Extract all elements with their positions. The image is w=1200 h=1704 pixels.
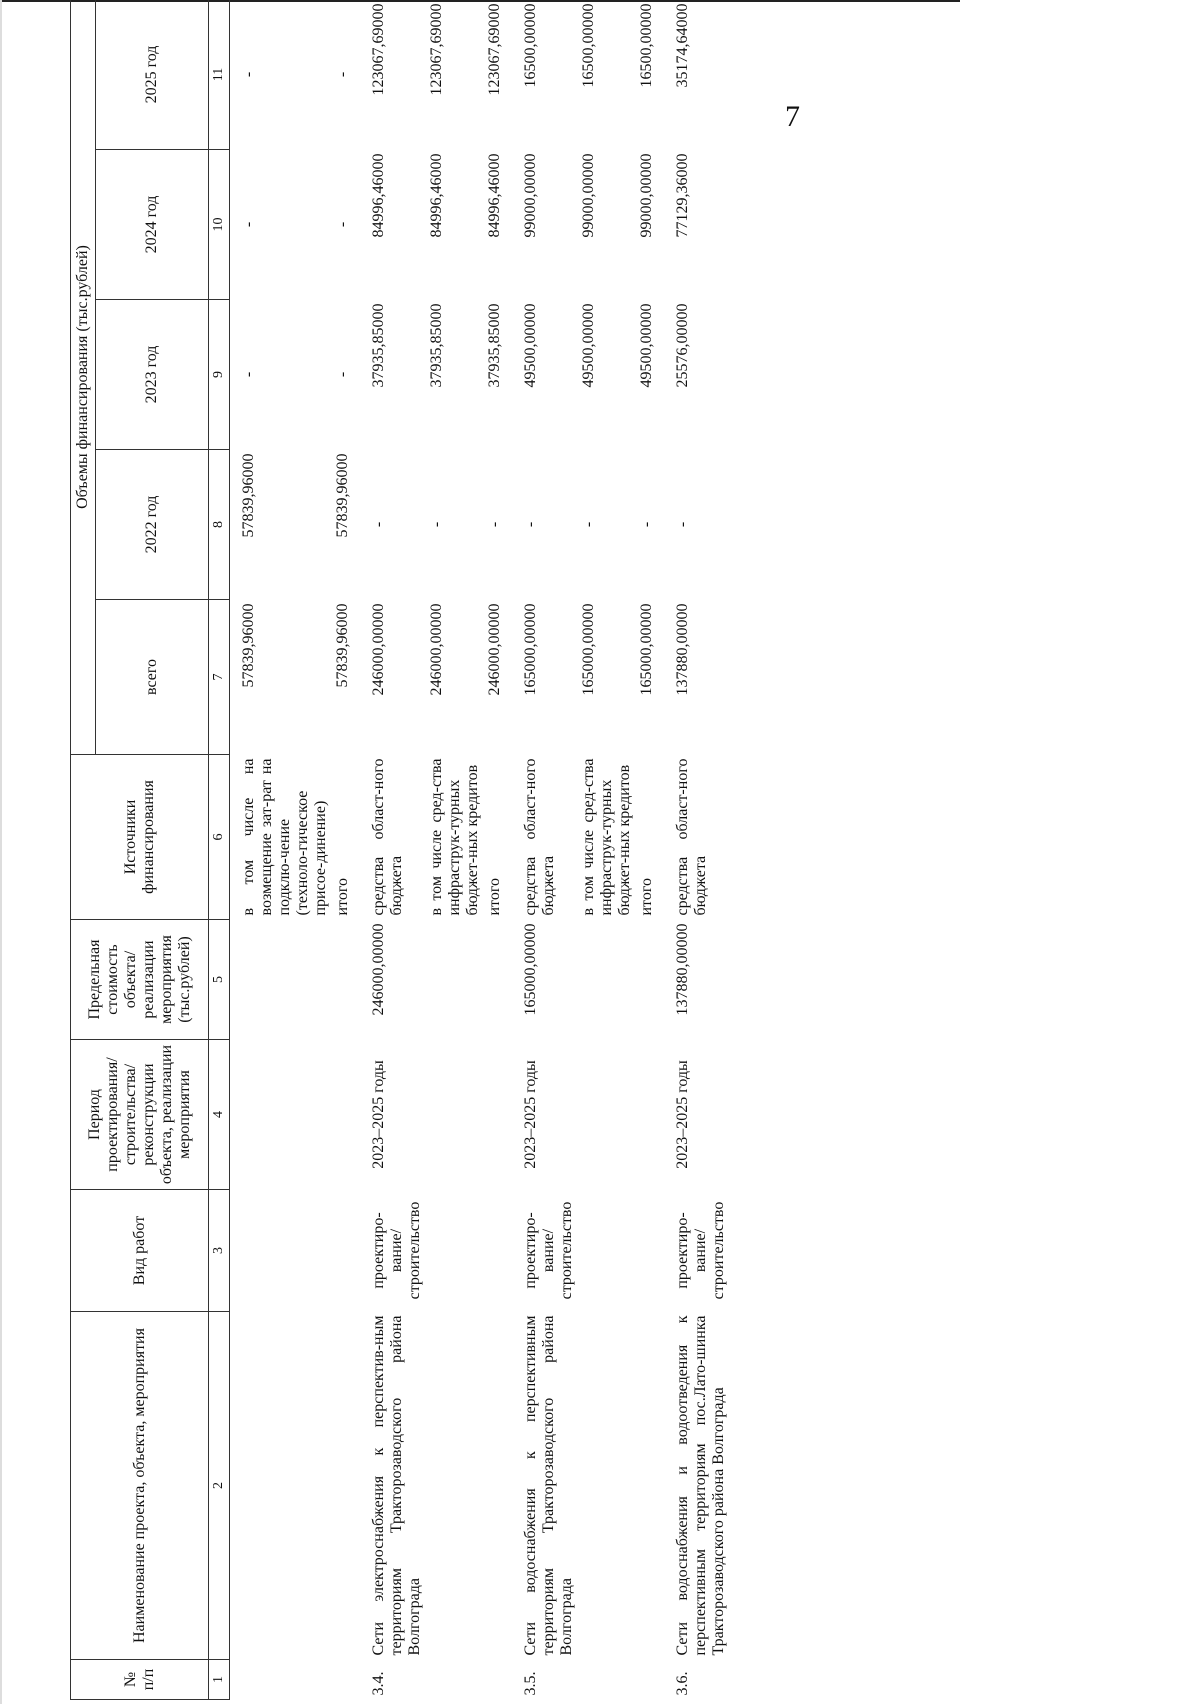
header-2023: 2023 год: [96, 300, 209, 450]
row-name: [230, 1312, 333, 1660]
header-index: 2: [209, 1312, 230, 1660]
row-source: итого: [334, 877, 351, 916]
header-period: Период проектирования/ строительства/ реконструкции объекта, реализации мероприятия: [71, 1040, 209, 1190]
row-2025: 35174,64000: [674, 3, 691, 88]
row-cost: 246000,00000: [370, 923, 387, 1016]
header-work: Вид работ: [71, 1190, 209, 1312]
header-source: Источники финансирования: [71, 755, 209, 920]
table-row: [578, 0, 636, 1700]
row-cost: 137880,00000: [674, 923, 691, 1016]
header-index-row: [209, 0, 230, 1700]
row-2025: -: [240, 71, 257, 78]
page-number: 7: [785, 100, 800, 133]
row-2023: 25576,00000: [674, 303, 691, 388]
row-total: 246000,00000: [370, 603, 387, 696]
row-name: [332, 1312, 354, 1660]
header-index: 6: [209, 755, 230, 920]
row-name: [578, 1312, 636, 1660]
row-source: в том числе сред-ства инфраструк-турных бюджет-ных кредитов: [428, 758, 481, 916]
row-2022: -: [486, 521, 503, 528]
row-work: [636, 1190, 658, 1312]
row-name: Сети водоснабжения к перспективным территориям Тракторозаводского района Волгограда: [522, 1315, 575, 1656]
row-2025: 16500,00000: [522, 3, 539, 88]
row-num: 3.6.: [674, 1671, 691, 1696]
row-total: 165000,00000: [638, 603, 655, 696]
header-2024: 2024 год: [96, 150, 209, 300]
row-work: проектиро-вание/ строительство: [674, 1201, 727, 1300]
row-work: [230, 1190, 333, 1312]
row-2024: -: [240, 221, 257, 228]
row-2024: -: [334, 221, 351, 228]
header-2025: 2025 год: [96, 0, 209, 150]
row-num: [484, 1660, 506, 1700]
row-2024: 77129,36000: [674, 153, 691, 238]
row-name: Сети водоснабжения и водоотведения к перспективным территориям пос.Лато-шинка Тракторозаводского района Волгограда: [674, 1315, 727, 1656]
row-2025: 123067,69000: [370, 3, 387, 96]
header-index: 3: [209, 1190, 230, 1312]
row-period: [426, 1040, 484, 1190]
header-2022: 2022 год: [96, 450, 209, 600]
row-work: [426, 1190, 484, 1312]
row-2023: 37935,85000: [370, 303, 387, 388]
row-total: 246000,00000: [428, 603, 445, 696]
row-2022: -: [674, 521, 691, 528]
row-2025: -: [334, 71, 351, 78]
row-source: средства област-ного бюджета: [370, 758, 405, 916]
row-cost: [230, 920, 333, 1040]
row-source: итого: [638, 877, 655, 916]
row-2023: 37935,85000: [428, 303, 445, 388]
row-source: средства област-ного бюджета: [522, 758, 557, 916]
row-total: 137880,00000: [674, 603, 691, 696]
row-num: [332, 1660, 354, 1700]
row-work: [332, 1190, 354, 1312]
row-period: [578, 1040, 636, 1190]
row-2023: 49500,00000: [580, 303, 597, 388]
row-num: [578, 1660, 636, 1700]
row-name: [484, 1312, 506, 1660]
row-2022: -: [370, 521, 387, 528]
row-2024: 84996,46000: [428, 153, 445, 238]
row-source: средства област-ного бюджета: [674, 758, 709, 916]
row-total: 57839,96000: [334, 603, 351, 688]
header-num: № п/п: [71, 1660, 209, 1700]
row-work: [578, 1190, 636, 1312]
header-index: 5: [209, 920, 230, 1040]
table-body: [230, 0, 731, 1700]
row-source: в том числе на возмещение зат-рат на подклю-чение (техноло-гическое присое-динение): [240, 758, 329, 916]
header-index: 1: [209, 1660, 230, 1700]
row-cost: [578, 920, 636, 1040]
row-num: 3.4.: [370, 1671, 387, 1696]
header-index: 8: [209, 450, 230, 600]
row-num: [426, 1660, 484, 1700]
row-num: [636, 1660, 658, 1700]
table-row: [484, 0, 506, 1700]
header-index: 4: [209, 1040, 230, 1190]
row-num: [230, 1660, 333, 1700]
row-period: 2023–2025 годы: [674, 1060, 691, 1169]
row-cost: [426, 920, 484, 1040]
header-volume: Объемы финансирования (тыс.рублей): [71, 0, 96, 755]
row-2022: -: [638, 521, 655, 528]
row-cost: [332, 920, 354, 1040]
row-name: [636, 1312, 658, 1660]
row-2022: -: [580, 521, 597, 528]
row-2022: -: [522, 521, 539, 528]
row-period: [484, 1040, 506, 1190]
header-index: 11: [209, 0, 230, 150]
row-total: 165000,00000: [522, 603, 539, 696]
row-name: [426, 1312, 484, 1660]
row-2025: 16500,00000: [638, 3, 655, 88]
header-cost: Предельная стоимость объекта/ реализации мероприятия (тыс.рублей): [71, 920, 209, 1040]
header-index: 7: [209, 600, 230, 755]
table-row: [506, 0, 578, 1700]
financing-table-sheet: [70, 0, 1170, 1700]
row-num: 3.5.: [522, 1671, 539, 1696]
table-row: [230, 0, 333, 1700]
row-cost: [484, 920, 506, 1040]
row-2023: 37935,85000: [486, 303, 503, 388]
row-total: 246000,00000: [486, 603, 503, 696]
scan-edge-left: [0, 0, 2, 1704]
header-index: 9: [209, 300, 230, 450]
row-name: Сети электроснабжения к перспектив-ным территориям Тракторозаводского района Волгограда: [370, 1315, 423, 1656]
row-2023: 49500,00000: [638, 303, 655, 388]
row-work: проектиро-вание/ строительство: [522, 1201, 575, 1300]
row-2025: 16500,00000: [580, 3, 597, 88]
row-cost: [636, 920, 658, 1040]
row-period: [230, 1040, 333, 1190]
row-2024: 84996,46000: [486, 153, 503, 238]
row-period: 2023–2025 годы: [370, 1060, 387, 1169]
financing-table: [70, 0, 730, 1700]
row-2024: 99000,00000: [580, 153, 597, 238]
row-2023: -: [240, 371, 257, 378]
row-work: проектиро-вание/ строительство: [370, 1201, 423, 1300]
row-source: в том числе сред-ства инфраструк-турных бюджет-ных кредитов: [580, 758, 633, 916]
row-cost: 165000,00000: [522, 923, 539, 1016]
row-2022: 57839,96000: [334, 453, 351, 538]
row-source: итого: [486, 877, 503, 916]
row-total: 57839,96000: [240, 603, 257, 688]
table-row: [354, 0, 426, 1700]
table-header: [71, 0, 230, 1700]
row-2022: 57839,96000: [240, 453, 257, 538]
row-2022: -: [428, 521, 445, 528]
row-2024: 99000,00000: [522, 153, 539, 238]
row-2024: 99000,00000: [638, 153, 655, 238]
row-work: [484, 1190, 506, 1312]
row-period: [332, 1040, 354, 1190]
header-total: всего: [96, 600, 209, 755]
row-2025: 123067,69000: [486, 3, 503, 96]
row-2024: 84996,46000: [370, 153, 387, 238]
row-total: 165000,00000: [580, 603, 597, 696]
row-2023: -: [334, 371, 351, 378]
row-period: [636, 1040, 658, 1190]
row-2023: 49500,00000: [522, 303, 539, 388]
header-name: Наименование проекта, объекта, мероприятия: [71, 1312, 209, 1660]
table-row: [332, 0, 354, 1700]
table-row: [636, 0, 658, 1700]
row-period: 2023–2025 годы: [522, 1060, 539, 1169]
table-row: [658, 0, 730, 1700]
header-index: 10: [209, 150, 230, 300]
table-row: [426, 0, 484, 1700]
row-2025: 123067,69000: [428, 3, 445, 96]
